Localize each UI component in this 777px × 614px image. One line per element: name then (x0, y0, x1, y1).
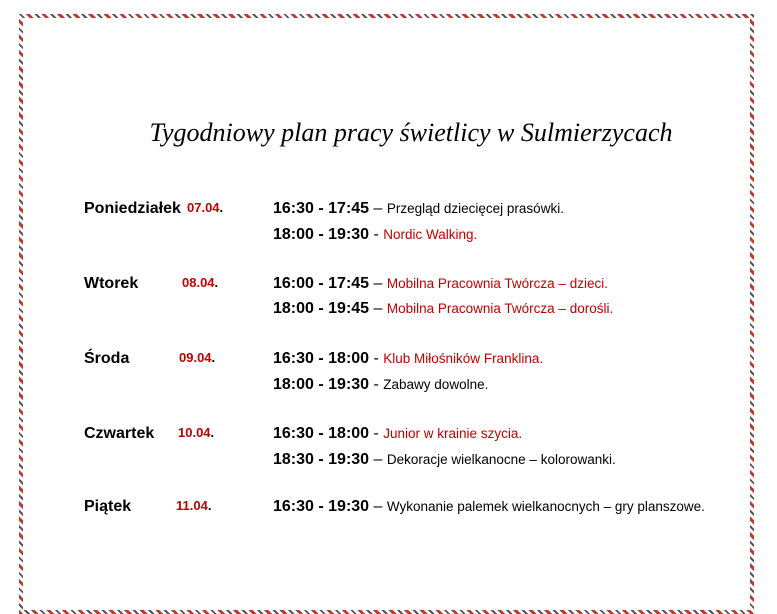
schedule-row (0, 498, 777, 522)
activity-text: Mobilna Pracownia Twórcza – dzieci. (386, 276, 608, 291)
schedule-row (0, 300, 777, 324)
schedule-row (0, 350, 777, 374)
time-slot: 18:30 - 19:30 – Dekoracje wielkanocne – kolorowanki. (273, 451, 616, 468)
schedule-row (0, 451, 777, 475)
activity-text: Zabawy dowolne. (383, 377, 489, 392)
time-slot: 16:00 - 17:45 – Mobilna Pracownia Twórcza – dzieci. (273, 275, 608, 292)
schedule-row (0, 376, 777, 400)
day-date: 07.04. (187, 200, 224, 215)
activity-text: Mobilna Pracownia Twórcza – dorośli. (386, 301, 614, 316)
day-name: Czwartek (84, 425, 155, 442)
page-title: Tygodniowy plan pracy świetlicy w Sulmierzycach (149, 118, 673, 147)
day-name: Wtorek (84, 275, 139, 292)
time-slot: 16:30 - 18:00 - Klub Miłośników Franklina. (273, 350, 544, 367)
day-name: Środa (84, 350, 130, 367)
time-slot: 16:30 - 18:00 - Junior w krainie szycia. (273, 425, 523, 442)
day-name: Piątek (84, 498, 132, 515)
day-date: 08.04. (182, 275, 219, 290)
activity-text: Dekoracje wielkanocne – kolorowanki. (386, 452, 616, 467)
schedule-row (0, 226, 777, 250)
day-name: Poniedziałek (84, 200, 181, 217)
schedule-row (0, 275, 777, 299)
day-date: 09.04. (179, 350, 216, 365)
activity-text: Przegląd dziecięcej prasówki. (386, 201, 564, 216)
day-date: 10.04. (178, 425, 215, 440)
activity-text: Wykonanie palemek wielkanocnych – gry planszowe. (386, 499, 705, 514)
activity-text: Klub Miłośników Franklina. (383, 351, 544, 366)
time-slot: 18:00 - 19:45 – Mobilna Pracownia Twórcza – dorośli. (273, 300, 614, 317)
time-slot: 18:00 - 19:30 - Nordic Walking. (273, 226, 478, 243)
activity-text: Junior w krainie szycia. (383, 426, 523, 441)
schedule-row (0, 200, 777, 224)
time-slot: 18:00 - 19:30 - Zabawy dowolne. (273, 376, 489, 393)
activity-text: Nordic Walking. (383, 227, 478, 242)
schedule-row (0, 425, 777, 449)
time-slot: 16:30 - 17:45 – Przegląd dziecięcej prasówki. (273, 200, 564, 217)
time-slot: 16:30 - 19:30 – Wykonanie palemek wielkanocnych – gry planszowe. (273, 498, 705, 515)
day-date: 11.04. (176, 498, 212, 513)
